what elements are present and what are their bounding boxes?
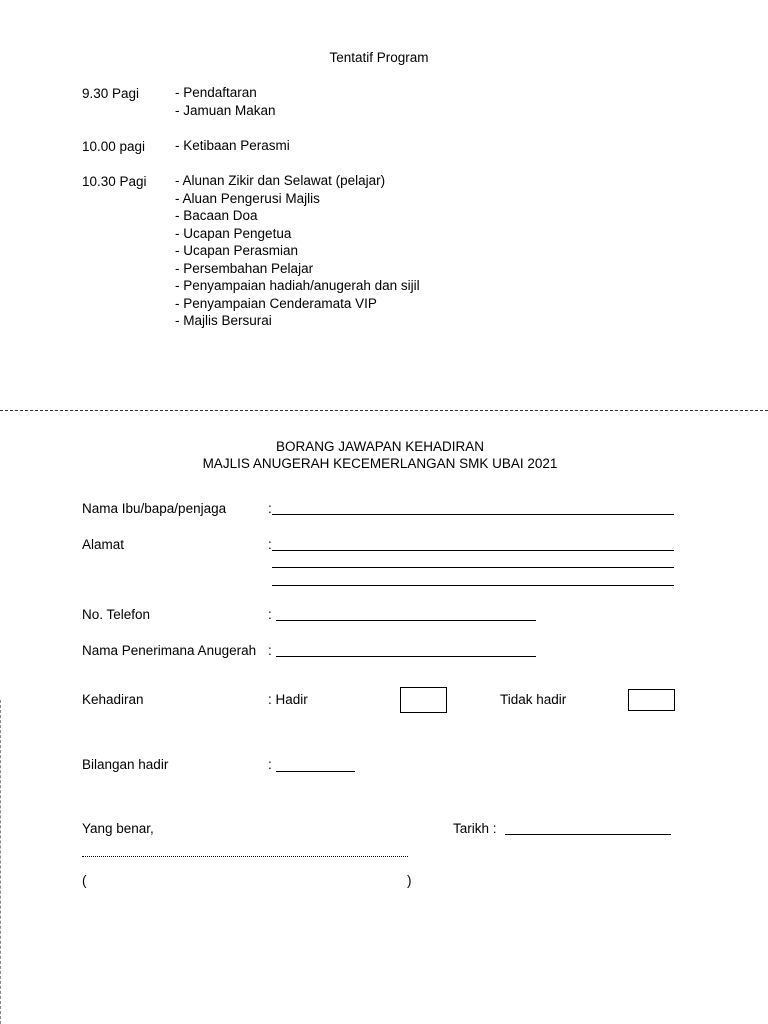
form-subheading: MAJLIS ANUGERAH KECEMERLANGAN SMK UBAI 2021 — [202, 456, 558, 471]
name-paren-open: ( — [82, 873, 87, 888]
name-paren-close: ) — [407, 873, 412, 888]
recipient-field[interactable] — [276, 656, 536, 657]
session-time-3: 10.30 Pagi — [82, 174, 147, 189]
sincerely-label: Yang benar, — [82, 821, 154, 836]
recipient-label: Nama Penerimana Anugerah — [82, 643, 257, 658]
program-title: Tentatif Program — [329, 50, 429, 65]
address-colon: : — [268, 537, 272, 552]
cut-line-divider — [0, 410, 768, 411]
list-item: - Penyampaian Cenderamata VIP — [175, 295, 377, 311]
recipient-colon: : — [268, 643, 272, 658]
margin-dashed-edge — [0, 700, 1, 1024]
signature-line[interactable] — [82, 856, 408, 857]
session-time-1: 9.30 Pagi — [82, 86, 140, 101]
attendance-label: Kehadiran — [82, 692, 144, 707]
not-attend-checkbox[interactable] — [628, 689, 675, 711]
attend-checkbox[interactable] — [400, 687, 447, 713]
address-label: Alamat — [82, 537, 125, 552]
list-item: - Ucapan Pengetua — [175, 225, 292, 241]
name-colon: : — [268, 501, 272, 516]
attend-option-label: : Hadir — [268, 692, 308, 707]
date-field[interactable] — [505, 834, 671, 835]
list-item: - Persembahan Pelajar — [175, 260, 314, 276]
list-item: - Ucapan Perasmian — [175, 243, 299, 258]
list-item: - Majlis Bersurai — [175, 313, 272, 328]
count-field[interactable] — [276, 771, 355, 772]
address-field-line-1[interactable] — [272, 550, 674, 551]
session-items-1 — [175, 84, 276, 119]
count-label: Bilangan hadir — [82, 757, 169, 772]
address-field-line-3[interactable] — [272, 585, 674, 586]
count-colon: : — [268, 757, 272, 772]
address-field-line-2[interactable] — [272, 567, 674, 568]
phone-label: No. Telefon — [82, 607, 151, 622]
list-item: - Pendaftaran — [175, 85, 257, 100]
list-item: - Bacaan Doa — [175, 208, 258, 223]
list-item: - Penyampaian hadiah/anugerah dan sijil — [175, 278, 420, 293]
session-items-3 — [175, 172, 420, 330]
name-label: Nama Ibu/bapa/penjaga — [82, 501, 227, 516]
not-attend-option-label: Tidak hadir — [500, 692, 567, 707]
phone-field[interactable] — [276, 620, 536, 621]
list-item: - Alunan Zikir dan Selawat (pelajar) — [175, 173, 386, 188]
form-heading: BORANG JAWAPAN KEHADIRAN — [275, 439, 485, 454]
list-item: - Aluan Pengerusi Majlis — [175, 190, 320, 206]
name-field[interactable] — [272, 514, 674, 515]
list-item: - Jamuan Makan — [175, 102, 276, 118]
date-label: Tarikh : — [453, 821, 497, 836]
list-item: - Ketibaan Perasmi — [175, 138, 290, 153]
phone-colon: : — [268, 607, 272, 622]
session-items-2 — [175, 137, 290, 155]
session-time-2: 10.00 pagi — [82, 139, 146, 154]
